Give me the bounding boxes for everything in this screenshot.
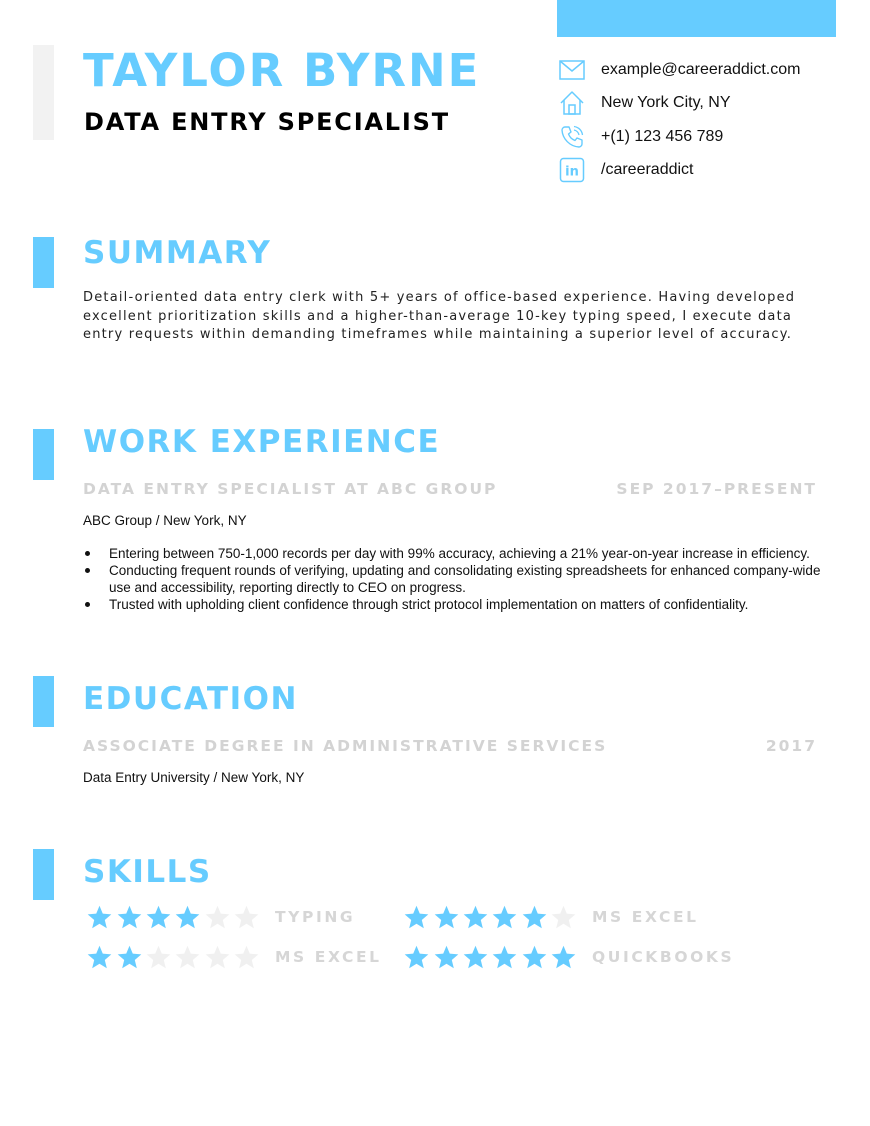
star-filled-icon bbox=[402, 903, 431, 931]
svg-text:in: in bbox=[565, 164, 579, 180]
star-empty-icon bbox=[173, 943, 202, 971]
skill-rating bbox=[85, 903, 262, 931]
skill-label: TYPING bbox=[275, 908, 356, 926]
star-filled-icon bbox=[490, 943, 519, 971]
education-entry-header bbox=[83, 737, 817, 755]
contact-email[interactable] bbox=[557, 53, 847, 87]
star-filled-icon bbox=[520, 943, 549, 971]
top-accent-bar bbox=[557, 0, 836, 37]
skill-item bbox=[85, 942, 382, 972]
star-empty-icon bbox=[232, 903, 261, 931]
contact-location bbox=[557, 87, 847, 121]
education-heading: EDUCATION bbox=[83, 681, 298, 717]
star-filled-icon bbox=[402, 943, 431, 971]
star-empty-icon bbox=[144, 943, 173, 971]
experience-dates: SEP 2017–PRESENT bbox=[616, 480, 817, 498]
star-filled-icon bbox=[144, 903, 173, 931]
skill-rating bbox=[85, 943, 262, 971]
house-icon bbox=[557, 88, 587, 118]
location-text: New York City, NY bbox=[601, 94, 731, 112]
education-degree: ASSOCIATE DEGREE IN ADMINISTRATIVE SERVICES bbox=[83, 737, 608, 755]
education-school: Data Entry University / New York, NY bbox=[83, 770, 305, 785]
skill-label: MS EXCEL bbox=[275, 948, 382, 966]
star-filled-icon bbox=[490, 903, 519, 931]
candidate-name: TAYLOR BYRNE bbox=[83, 44, 481, 97]
star-filled-icon bbox=[114, 903, 143, 931]
phone-icon bbox=[557, 122, 587, 152]
experience-entry-header bbox=[83, 480, 817, 498]
contact-phone[interactable] bbox=[557, 120, 847, 154]
phone-text: +(1) 123 456 789 bbox=[601, 127, 724, 145]
summary-accent-bar bbox=[33, 237, 54, 288]
summary-text: Detail-oriented data entry clerk with 5+ years of office-based experience. Having developed excellent prioritization skills and a higher-than-average 10-key typing speed, I execute data entry requests within demanding timeframes while maintaining a superior level of accuracy. bbox=[83, 290, 796, 342]
star-empty-icon bbox=[203, 903, 232, 931]
skill-rating bbox=[402, 943, 579, 971]
linkedin-icon bbox=[557, 155, 587, 185]
job-title: DATA ENTRY SPECIALIST bbox=[84, 108, 450, 136]
star-filled-icon bbox=[85, 943, 114, 971]
skill-rating bbox=[402, 903, 579, 931]
star-filled-icon bbox=[114, 943, 143, 971]
list-item: Entering between 750-1,000 records per day with 99% accuracy, achieving a 21% year-on-year increase in efficiency. bbox=[83, 545, 823, 562]
star-empty-icon bbox=[549, 903, 578, 931]
star-filled-icon bbox=[520, 903, 549, 931]
experience-accent-bar bbox=[33, 429, 54, 480]
summary-heading: SUMMARY bbox=[83, 235, 272, 271]
education-year: 2017 bbox=[765, 737, 817, 755]
contact-linkedin[interactable] bbox=[557, 154, 847, 188]
experience-role: DATA ENTRY SPECIALIST AT ABC GROUP bbox=[83, 480, 498, 498]
skill-label: QUICKBOOKS bbox=[592, 948, 735, 966]
skill-item bbox=[85, 902, 355, 932]
skill-item bbox=[402, 902, 699, 932]
experience-company: ABC Group / New York, NY bbox=[83, 513, 247, 528]
linkedin-text: /careeraddict bbox=[601, 161, 694, 179]
star-empty-icon bbox=[203, 943, 232, 971]
skills-heading: SKILLS bbox=[83, 854, 212, 890]
skill-item bbox=[402, 942, 734, 972]
star-filled-icon bbox=[461, 903, 490, 931]
education-accent-bar bbox=[33, 676, 54, 727]
star-filled-icon bbox=[431, 943, 460, 971]
skills-accent-bar bbox=[33, 849, 54, 900]
star-filled-icon bbox=[549, 943, 578, 971]
experience-heading: WORK EXPERIENCE bbox=[83, 424, 441, 460]
list-item: Conducting frequent rounds of verifying, updating and consolidating existing spreadsheets for enhanced company-wide use and accessibility, reporting directly to CEO on progress. bbox=[83, 562, 823, 596]
email-text: example@careeraddict.com bbox=[601, 60, 801, 78]
experience-bullets bbox=[83, 545, 823, 613]
contact-list bbox=[557, 53, 847, 187]
star-filled-icon bbox=[431, 903, 460, 931]
skill-label: MS EXCEL bbox=[592, 908, 699, 926]
star-filled-icon bbox=[173, 903, 202, 931]
star-empty-icon bbox=[232, 943, 261, 971]
list-item: Trusted with upholding client confidence through strict protocol implementation on matters of confidentiality. bbox=[83, 596, 823, 613]
star-filled-icon bbox=[461, 943, 490, 971]
envelope-icon bbox=[557, 55, 587, 85]
header-accent-bar bbox=[33, 45, 54, 140]
star-filled-icon bbox=[85, 903, 114, 931]
